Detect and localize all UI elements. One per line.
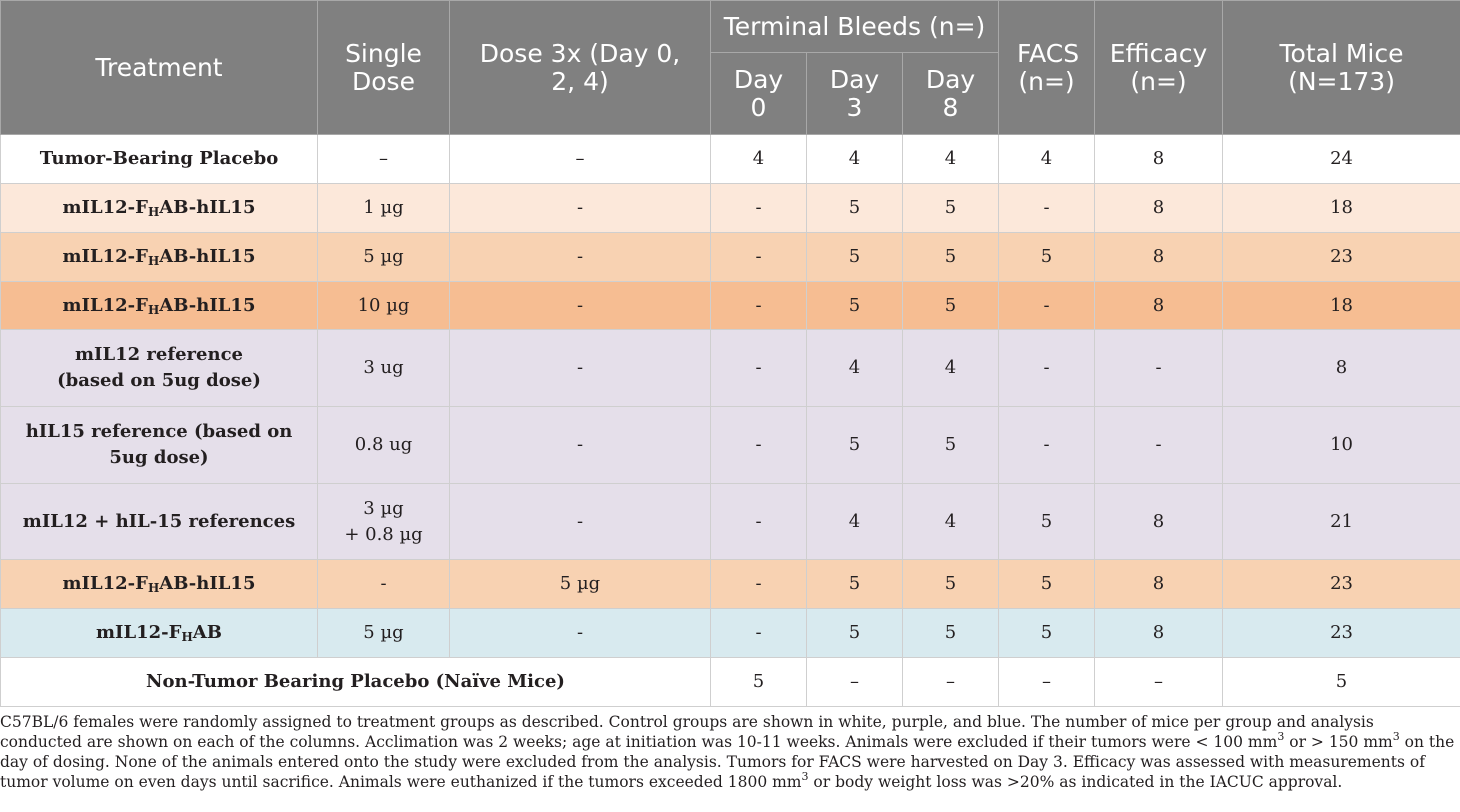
total-cell: 23 — [1223, 609, 1460, 658]
treatment-subscript: H — [147, 205, 160, 219]
facs-cell: 4 — [999, 135, 1095, 184]
table-row — [1, 484, 1460, 560]
treatment-prefix: mIL12-F — [62, 294, 148, 316]
treatment-line-1: hIL15 reference (based on — [25, 421, 293, 442]
treatment-line-2: 5ug dose) — [109, 447, 209, 468]
header-single-dose: Single Dose — [318, 1, 450, 135]
single-dose-cell: 1 µg — [318, 184, 450, 233]
table-row — [1, 184, 1460, 233]
efficacy-cell: 8 — [1095, 135, 1223, 184]
treatment-cell — [1, 233, 318, 282]
day-0-cell: - — [711, 282, 807, 330]
day-8-cell: 5 — [903, 282, 999, 330]
day-3-cell: 4 — [807, 484, 903, 560]
treatment-cell: Tumor-Bearing Placebo — [1, 135, 318, 184]
day-8-cell: 5 — [903, 184, 999, 233]
total-cell: 23 — [1223, 560, 1460, 609]
treatment-subscript: H — [147, 581, 160, 595]
efficacy-cell: 8 — [1095, 560, 1223, 609]
treatment-line-1: mIL12 reference — [74, 344, 243, 365]
day-3-cell: 5 — [807, 407, 903, 484]
table-row — [1, 282, 1460, 330]
facs-cell: - — [999, 184, 1095, 233]
treatment-cell: mIL12 + hIL-15 references — [1, 484, 318, 560]
single-dose-cell: 3 ug — [318, 330, 450, 407]
treatment-cell — [1, 330, 318, 407]
table-row — [1, 609, 1460, 658]
day-3-cell: 5 — [807, 609, 903, 658]
efficacy-cell: - — [1095, 330, 1223, 407]
total-cell: 18 — [1223, 282, 1460, 330]
day-8-cell: 5 — [903, 560, 999, 609]
treatment-cell — [1, 609, 318, 658]
table-row — [1, 233, 1460, 282]
single-dose-cell: – — [318, 135, 450, 184]
day-3-cell: – — [807, 658, 903, 707]
day-8-cell: 4 — [903, 135, 999, 184]
day-3-cell: 5 — [807, 282, 903, 330]
single-dose-cell: 0.8 ug — [318, 407, 450, 484]
treatment-cell — [1, 407, 318, 484]
day-0-cell: - — [711, 609, 807, 658]
single-dose-line-1: 3 µg — [363, 497, 404, 519]
efficacy-cell: - — [1095, 407, 1223, 484]
facs-cell: 5 — [999, 560, 1095, 609]
dose-3x-cell: – — [450, 135, 711, 184]
facs-cell: 5 — [999, 609, 1095, 658]
treatment-prefix: mIL12-F — [62, 573, 148, 594]
efficacy-cell: 8 — [1095, 282, 1223, 330]
day-0-cell: 4 — [711, 135, 807, 184]
treatment-cell — [1, 184, 318, 233]
efficacy-cell: 8 — [1095, 484, 1223, 560]
header-day-0: Day 0 — [711, 53, 807, 135]
day-3-cell: 4 — [807, 135, 903, 184]
treatment-suffix: AB-hIL15 — [159, 294, 256, 316]
total-cell: 8 — [1223, 330, 1460, 407]
header-treatment: Treatment — [1, 1, 318, 135]
day-0-cell: - — [711, 560, 807, 609]
efficacy-cell: 8 — [1095, 184, 1223, 233]
day-3-cell: 5 — [807, 233, 903, 282]
header-total-mice: Total Mice (N=173) — [1223, 1, 1460, 135]
dose-3x-cell: 5 µg — [450, 560, 711, 609]
treatment-cell — [1, 560, 318, 609]
total-cell: 23 — [1223, 233, 1460, 282]
treatment-subscript: H — [181, 630, 193, 644]
dose-3x-cell: - — [450, 407, 711, 484]
efficacy-cell: 8 — [1095, 609, 1223, 658]
total-cell: 5 — [1223, 658, 1460, 707]
day-8-cell: 5 — [903, 407, 999, 484]
treatment-subscript: H — [147, 254, 160, 268]
day-3-cell: 5 — [807, 184, 903, 233]
day-8-cell: 4 — [903, 330, 999, 407]
single-dose-cell: 5 µg — [318, 609, 450, 658]
day-0-cell: - — [711, 233, 807, 282]
header-terminal-bleeds: Terminal Bleeds (n=) — [711, 1, 999, 53]
table-row — [1, 658, 1460, 707]
total-cell: 21 — [1223, 484, 1460, 560]
day-3-cell: 5 — [807, 560, 903, 609]
footnote-superscript: 3 — [801, 770, 809, 783]
efficacy-cell: – — [1095, 658, 1223, 707]
single-dose-cell: - — [318, 560, 450, 609]
table-row — [1, 407, 1460, 484]
header-efficacy: Efficacy (n=) — [1095, 1, 1223, 135]
treatment-subscript: H — [147, 302, 160, 317]
day-0-cell: - — [711, 407, 807, 484]
header-day-8: Day 8 — [903, 53, 999, 135]
efficacy-cell: 8 — [1095, 233, 1223, 282]
footnote-text-3: on the day of dosing. None of the animals entered onto the study were excluded from the analysis. Tumors for FACS were harvested on Day 3. Efficacy was assessed with measurements of tumor volume on even days until sacrifice. Animals were euthanized if the tumors exceeded 1800 mm — [0, 733, 1455, 791]
day-0-cell: - — [711, 184, 807, 233]
treatment-suffix: AB-hIL15 — [159, 246, 256, 267]
single-dose-cell: 5 µg — [318, 233, 450, 282]
facs-cell: – — [999, 658, 1095, 707]
dose-3x-cell: - — [450, 609, 711, 658]
single-dose-line-2: + 0.8 µg — [344, 523, 423, 545]
treatment-suffix: AB-hIL15 — [159, 573, 256, 594]
footnote-superscript: 3 — [1277, 730, 1285, 743]
footnote-superscript: 3 — [1392, 730, 1400, 743]
single-dose-cell: 10 µg — [318, 282, 450, 330]
dose-3x-cell: - — [450, 282, 711, 330]
footnote-text-1: C57BL/6 females were randomly assigned to treatment groups as described. Control groups are shown in white, purple, and blue. The number of mice per group and analysis conducted are shown on each of the columns. Acclimation was 2 weeks; age at initiation was 10-11 weeks. Animals were excluded if their tumors were < 100 mm — [0, 713, 1374, 751]
treatment-prefix: mIL12-F — [96, 622, 182, 643]
facs-cell: - — [999, 282, 1095, 330]
treatment-cell — [1, 282, 318, 330]
table-footnote — [0, 712, 1460, 792]
facs-cell: - — [999, 407, 1095, 484]
total-cell: 10 — [1223, 407, 1460, 484]
day-0-cell: - — [711, 330, 807, 407]
day-3-cell: 4 — [807, 330, 903, 407]
treatment-cell: Non-Tumor Bearing Placebo (Naïve Mice) — [1, 658, 711, 707]
table-row — [1, 330, 1460, 407]
footnote-text-4: or body weight loss was >20% as indicated in the IACUC approval. — [808, 773, 1343, 791]
header-day-3: Day 3 — [807, 53, 903, 135]
treatment-line-2: (based on 5ug dose) — [57, 370, 261, 391]
single-dose-cell — [318, 484, 450, 560]
total-cell: 24 — [1223, 135, 1460, 184]
table-row — [1, 135, 1460, 184]
total-cell: 18 — [1223, 184, 1460, 233]
day-8-cell: – — [903, 658, 999, 707]
facs-cell: 5 — [999, 233, 1095, 282]
dose-3x-cell: - — [450, 484, 711, 560]
treatment-suffix: AB — [192, 622, 222, 643]
footnote-text-2: or > 150 mm — [1284, 733, 1393, 751]
day-8-cell: 4 — [903, 484, 999, 560]
header-dose-3x: Dose 3x (Day 0, 2, 4) — [450, 1, 711, 135]
day-8-cell: 5 — [903, 233, 999, 282]
dose-3x-cell: - — [450, 233, 711, 282]
table-row — [1, 560, 1460, 609]
day-0-cell: - — [711, 484, 807, 560]
day-8-cell: 5 — [903, 609, 999, 658]
dose-3x-cell: - — [450, 184, 711, 233]
dose-3x-cell: - — [450, 330, 711, 407]
facs-cell: 5 — [999, 484, 1095, 560]
header-facs: FACS (n=) — [999, 1, 1095, 135]
treatment-prefix: mIL12-F — [62, 246, 148, 267]
day-0-cell: 5 — [711, 658, 807, 707]
treatment-suffix: AB-hIL15 — [159, 197, 256, 218]
facs-cell: - — [999, 330, 1095, 407]
treatment-prefix: mIL12-F — [62, 197, 148, 218]
